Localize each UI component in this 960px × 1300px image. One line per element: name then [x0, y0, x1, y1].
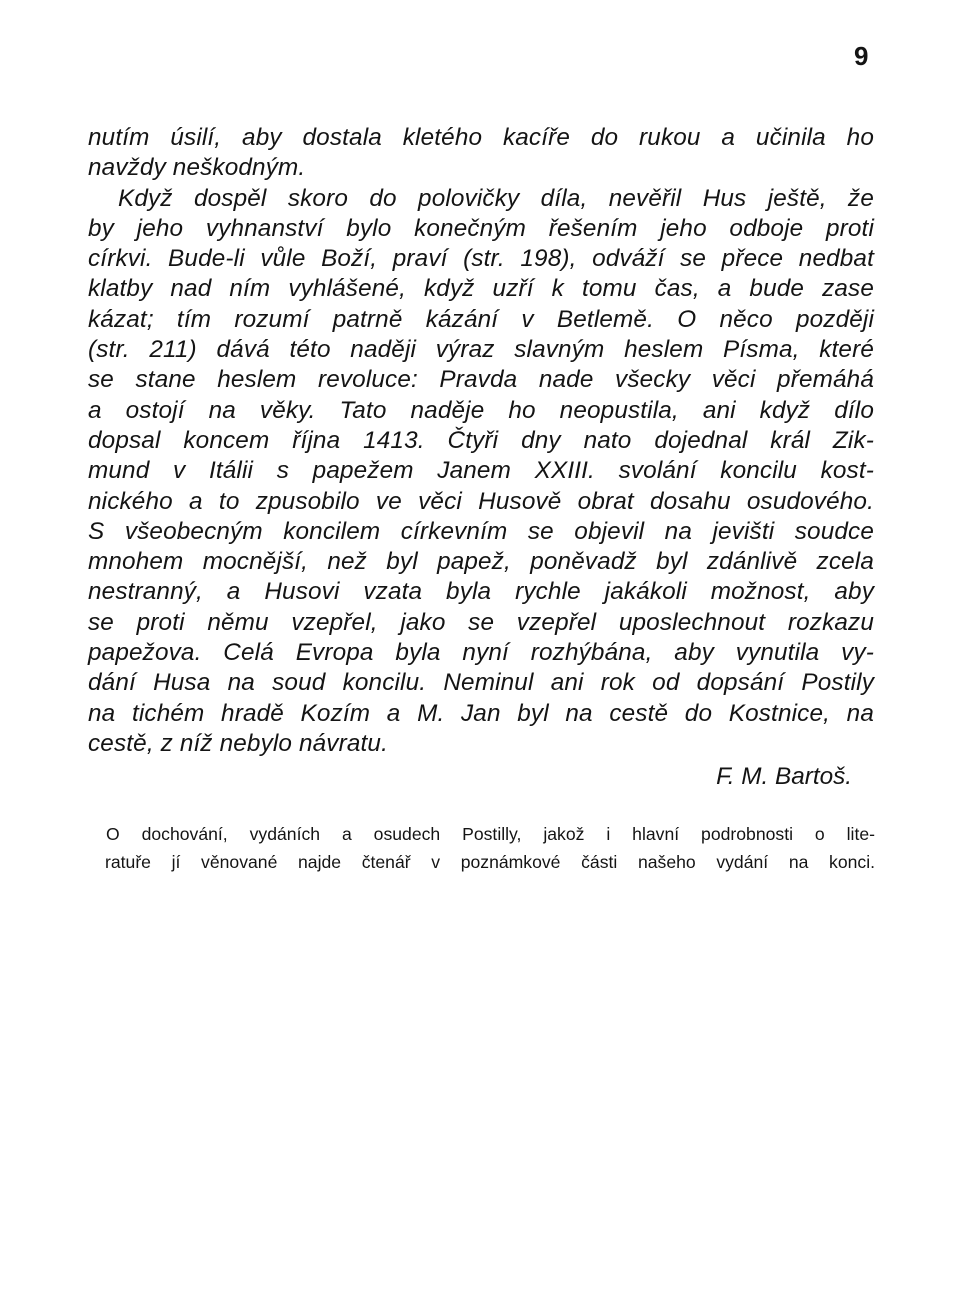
author-signature: F. M. Bartoš. [716, 763, 852, 790]
page-number: 9 [854, 41, 869, 71]
body-line: nického a to zpusobilo ve věci Husově obrat dosahu osudového. [88, 487, 874, 515]
body-line: navždy neškodným. [88, 154, 306, 182]
body-line: mund v Itálii s papežem Janem XXIII. svolání koncilu kost- [88, 457, 874, 485]
body-line: cestě, z níž nebylo návratu. [88, 729, 388, 757]
body-line: dopsal koncem října 1413. Čtyři dny nato dojednal král Zik- [88, 426, 874, 454]
body-line: klatby nad ním vyhlášené, když uzří k tomu čas, a bude zase [88, 275, 874, 303]
body-line: se stane heslem revoluce: Pravda nade všecky věci přemáhá [88, 366, 874, 394]
body-line: papežova. Celá Evropa byla nyní rozhýbána, aby vynutila vy- [88, 639, 874, 667]
body-line: (str. 211) dává této naději výraz slavným heslem Písma, které [88, 336, 874, 364]
body-line: a ostojí na věky. Tato naděje ho neopustila, ani když dílo [88, 396, 874, 424]
body-line: S všeobecným koncilem církevním se objevil na jevišti soudce [88, 517, 874, 545]
body-line: na tichém hradě Kozím a M. Jan byl na cestě do Kostnice, na [88, 699, 874, 727]
footnote [105, 821, 875, 876]
body-line: mnohem mocnější, než byl papež, poněvadž byl zdánlivě zcela [88, 548, 874, 576]
body-line: církvi. Bude-li vůle Boží, praví (str. 198), odváží se přece nedbat [88, 245, 874, 273]
footnote-line: O dochování, vydáních a osudech Postilly, jakož i hlavní podrobnosti o lite- [106, 824, 875, 844]
body-line: nestranný, a Husovi vzata byla rychle jakákoli možnost, aby [88, 578, 874, 606]
footnote-line: ratuře jí věnované najde čtenář v poznámkové části našeho vydání na konci. [105, 851, 875, 872]
body-line: by jeho vyhnanství bylo konečným řešením jeho odboje proti [88, 214, 874, 242]
body-line: nutím úsilí, aby dostala kletého kacíře do rukou a učinila ho [88, 124, 874, 151]
body-line: se proti němu vzepřel, jako se vzepřel uposlechnout rozkazu [88, 608, 874, 636]
body-line: kázat; tím rozumí patrně kázání v Betlemě. O něco později [88, 305, 874, 333]
body-line: Když dospěl skoro do polovičky díla, nevěřil Hus ještě, že [118, 184, 874, 212]
body-line: dání Husa na soud koncilu. Neminul ani rok od dopsání Postily [88, 669, 874, 697]
body-text [88, 123, 874, 759]
